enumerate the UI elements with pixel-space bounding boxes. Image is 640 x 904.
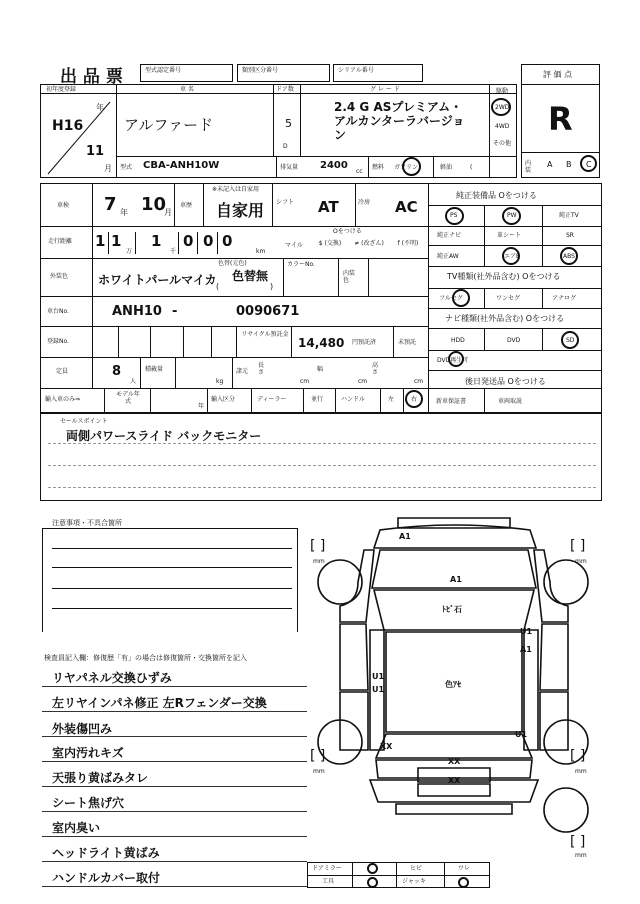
damage-left-rear: XX [380,742,393,751]
equip-sr: SR [566,232,574,239]
model-label: 型式 [120,164,133,171]
capacity-value: 8 [112,364,122,379]
svg-text:[ ]: [ ] [570,748,586,764]
acc-door-mirror: ドアミラー [312,865,342,872]
inspector-note: 天張り黄ばみタレ [52,771,149,785]
first-reg-month-suffix: 月 [104,164,112,173]
drive-2wd: 2WD [495,104,510,111]
nav-title: ナビ種類(社外品含む) Oをつける [445,314,565,323]
grade-label: グ レ ー ド [370,86,400,93]
mileage-man: 万 [126,248,133,255]
later-title: 後日発送品 Oをつける [465,377,546,386]
shift-label: シフト [276,199,295,206]
width-label: 幅 [317,366,324,373]
meter-tamper: ≠ (改ざん) [354,240,384,247]
dims-label: 諸元 [236,368,249,375]
equip-airbag: エアB [504,253,521,260]
acc-fuse: ヒビ [410,865,423,872]
tv-fullseg: フルセグ [439,295,463,302]
recycle-unpaid: 未預託 [398,339,417,346]
mileage-digit: 1 [111,232,122,250]
serial-box [333,64,423,82]
nav-sd-circle [561,331,579,349]
meter-unknown: f (不明) [397,240,419,247]
import-dealer: ディーラー [257,396,287,403]
damage-right-front-door: A1 [520,645,532,654]
form-title: 出 品 票 [60,67,123,87]
capacity-unit: 人 [130,378,137,385]
color-label: 外装色 [50,273,69,280]
acc-tools-check [367,877,378,888]
inspector-note: 外装傷凹み [52,722,113,736]
inspector-note: 左リヤインパネ修正 左Rフェンダー交換 [52,696,267,710]
drive-label: 駆動 [496,88,509,95]
import-label: 輸入車のみ⇒ [45,396,81,403]
history-note: ※未記入は自家用 [212,186,260,193]
inspector-note: 室内汚れキズ [52,746,124,760]
inspector-note: リヤパネル交換ひずみ [52,671,172,685]
drive-4wd: 4WD [495,123,510,130]
fuel-paren-open: ( [470,164,473,171]
equip-airbag-circle [502,247,520,265]
fuel-gasoline: ガソリン [394,164,419,171]
circle-note: Oをつける [333,228,362,235]
equip-pw: PW [507,212,517,219]
displacement-unit: cc [356,168,363,175]
equip-ps: PS [450,212,458,219]
ac-label: 冷房 [358,199,371,206]
nav-hdd: HDD [451,337,465,344]
length-label: 長さ [258,362,265,376]
length-unit: cm [300,378,310,385]
shift-value: AT [318,198,339,216]
name-label: 車 名 [180,86,194,93]
acc-jack-check [458,877,469,888]
shaken-label: 車検 [57,202,70,209]
interior-label: 内装 [525,160,532,174]
mileage-digit: 0 [203,232,214,250]
equipment-title: 純正装備品 Oをつける [456,191,537,200]
height-unit: cm [414,378,424,385]
tv-analog: アナログ [552,295,577,302]
equip-abs-circle [560,247,578,265]
height-label: 高さ [372,362,379,376]
caution-bracket [42,528,298,632]
meter-swap: $ (交換) [318,240,342,247]
mileage-digits [93,228,273,258]
frame-label: 車台No. [47,308,69,315]
shaken-year-suffix: 年 [120,208,128,217]
import-type-label: 輸入区分 [211,396,236,403]
damage-right-front-fender: U1 [520,627,533,636]
first-reg-year: H16 [52,118,84,134]
model-cert-box [140,64,233,82]
interior-circle [580,155,597,172]
first-reg-label: 初年度登録 [46,86,77,93]
shaken-month-suffix: 月 [164,208,172,217]
reg-no-label: 登録No. [47,338,69,345]
equip-abs: ABS [563,253,575,260]
import-parallel: 並行 [311,396,324,403]
svg-text:[ ]: [ ] [310,748,326,764]
sales-point-label: セールスポイント [60,418,108,425]
interior-c: C [586,160,592,169]
vehicle-name: アルファード [124,116,214,134]
mm-spare: mm [575,852,587,859]
damage-right-rear-door: U1 [515,730,528,739]
mm-front-right: mm [575,558,587,565]
width-unit: cm [358,378,368,385]
svg-text:[ ]: [ ] [570,538,586,554]
later-manual: 車両取説 [498,398,523,405]
equip-leather: 革シート [497,232,522,239]
dvd-play-circle [448,351,464,367]
year-unit: 年 [198,403,205,410]
damage-left-side-2: U1 [372,685,385,694]
acc-crack: ワレ [458,865,471,872]
mileage-mile: マイル [285,242,303,249]
doors-label: ドア数 [276,86,294,93]
handle-right-circle [405,390,423,408]
recycle-label: リサイクル預託金 [241,331,289,338]
grade-value: 2.4 G ASプレミアム・アルカンターラバージョン [334,100,465,142]
svg-text:[ ]: [ ] [570,834,586,850]
damage-windshield: ﾄﾋﾞ石 [442,605,462,614]
mileage-label: 走行距離 [48,238,73,245]
color-orig-paren-close: ) [270,282,274,291]
shaken-year: 7 [104,194,117,215]
displacement-label: 排気量 [280,164,299,171]
color-no-label: カラーNo. [287,261,315,268]
mileage-digit: 0 [222,232,233,250]
fuel-other: 軽油 [440,164,453,171]
load-unit: kg [216,378,224,385]
history-label: 車歴 [180,202,193,209]
color-orig-paren-open: ( [216,282,220,291]
equip-navi: 純正ナビ [437,232,462,239]
mm-front-left: mm [313,558,325,565]
mileage-digit: 1 [95,232,106,250]
inspector-notes [42,664,312,894]
serial-label: シリアル番号 [338,67,374,74]
drive-other: その他 [493,140,512,147]
frame-prefix: ANH10 [112,304,162,319]
interior-b: B [566,160,572,169]
handle-label: ハンドル [341,396,366,403]
inspector-label: 検査員記入欄：修復歴「有」の場合は修復箇所・交換箇所を記入 [44,654,247,662]
load-label: 積載量 [145,366,164,373]
mileage-unit: km [256,248,266,255]
ac-value: AC [395,198,418,216]
class-box [237,64,330,82]
first-reg-year-suffix: 年 [96,103,104,112]
fuel-circle [402,157,421,176]
doors-suffix: D [283,143,288,150]
damage-hood: A1 [450,575,462,584]
damage-roof: 色ｱｾ [445,680,461,689]
inspector-note: ヘッドライト黄ばみ [52,846,160,860]
model-cert-label: 型式認定番号 [145,67,182,74]
damage-rear-center: XX [448,757,461,766]
doors-value: 5 [285,117,292,130]
drive-circle [491,98,511,116]
mileage-digit: 1 [151,232,162,250]
class-label: 類別区分番号 [242,67,279,74]
mm-rear-right: mm [575,768,587,775]
handle-left: 左 [388,396,395,403]
acc-mirror-check [367,863,378,874]
handle-right: 右 [411,396,418,403]
equip-pw-circle [502,207,521,225]
tv-title: TV種類(社外品含む) Oをつける [447,272,561,281]
inspector-note: ハンドルカバー取付 [52,871,161,885]
equip-aw: 純正AW [437,253,459,260]
color-orig-value: 色替無 [232,269,269,283]
model-value: CBA-ANH10W [143,160,220,171]
damage-rear-bumper: XX [448,776,461,785]
evaluation-score: R [548,100,573,138]
acc-jack: ジャッキ [402,878,426,885]
mileage-digit: 0 [183,232,194,250]
mm-rear-left: mm [313,768,325,775]
color-orig-label: 色替(元色) [218,260,247,267]
damage-left-side-1: U1 [372,672,385,681]
nav-dvd: DVD [507,337,521,344]
frame-dash: - [172,304,178,319]
first-reg-month: 11 [86,144,105,159]
interior-a: A [547,160,553,169]
color-value: ホワイトパールマイカ [98,273,217,287]
interior-color-label: 内装色 [343,270,356,284]
equip-ps-circle [445,207,464,225]
recycle-paid: 円預託済 [352,339,377,346]
inspector-note: シート焦げ穴 [52,796,125,810]
fuel-label: 燃料 [372,164,385,171]
model-year-label: モデル年式 [116,391,140,405]
recycle-amount: 14,480 [298,336,345,350]
tv-fullseg-circle [452,289,470,307]
dvd-play: DVD再生可 [437,357,469,364]
later-warranty: 新車保証書 [436,398,467,405]
inspector-note: 室内臭い [52,821,101,835]
frame-number: 0090671 [236,304,300,319]
history-value: 自家用 [216,201,265,220]
damage-front-bumper: A1 [399,532,411,541]
sales-point-text: 両側パワースライド バックモニター [66,429,262,443]
tv-oneseg: ワンセグ [496,295,521,302]
acc-tools: 工具 [322,878,335,885]
caution-label: 注意事項・不具合箇所 [52,519,122,527]
nav-sd: SD [566,337,575,344]
displacement-value: 2400 [320,160,348,171]
evaluation-label: 評 価 点 [543,70,573,79]
shaken-month: 10 [141,194,167,215]
equip-tv: 純正TV [559,212,579,219]
svg-text:[ ]: [ ] [310,538,326,554]
capacity-label: 定員 [56,368,69,375]
mileage-sen: 千 [170,248,177,255]
